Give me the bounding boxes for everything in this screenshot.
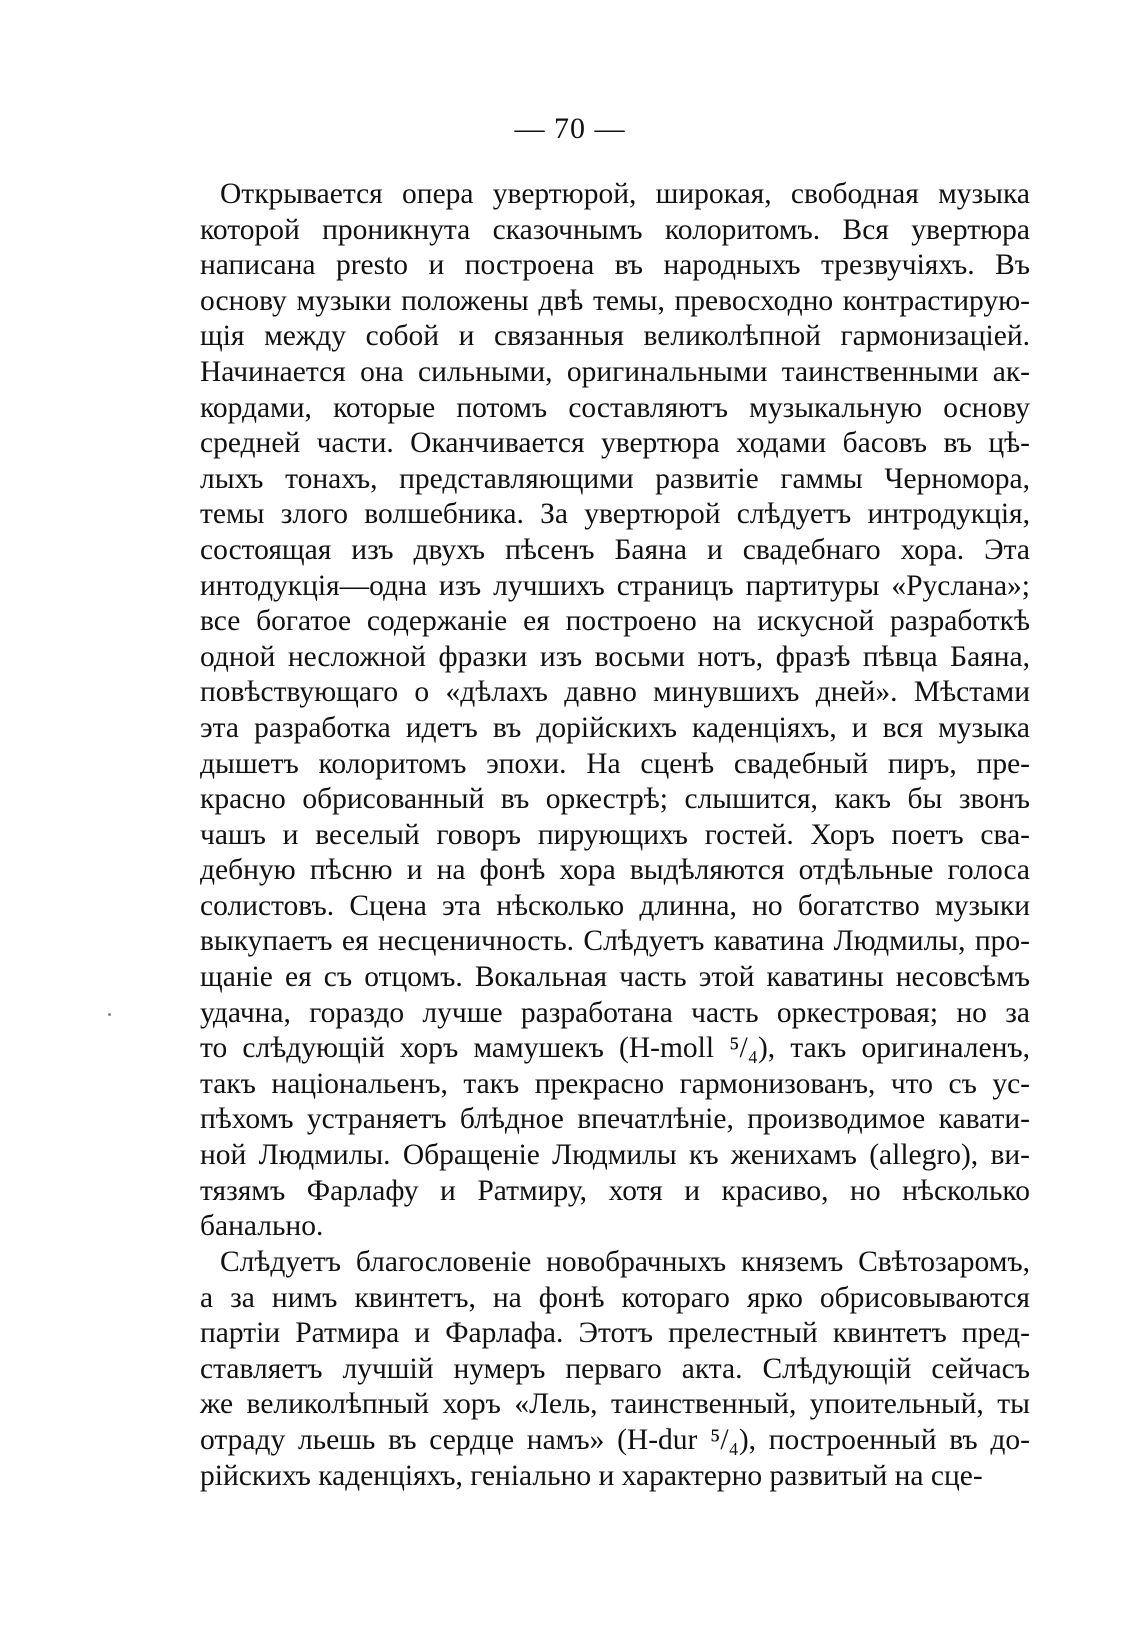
text-line: эта разработка идетъ въ дорійскихъ каденціяхъ, и вся музыка [200,711,1030,744]
text-line: которой проникнута сказочнымъ колоритомъ. Вся увертюра [200,213,1030,246]
text-line: написана presto и построена въ народныхъ трезвучіяхъ. Въ [200,249,1030,282]
text-line: лыхъ тонахъ, представляющими развитіе гаммы Черномора, [200,462,1030,495]
paragraph-1 [200,177,1030,1245]
text-line: солистовъ. Сцена эта нѣсколько длинна, но богатство музыки [200,889,1030,922]
text-line: рійскихъ каденціяхъ, геніально и характерно развитый на сце- [200,1459,983,1492]
text-line: темы злого волшебника. За увертюрой слѣдуетъ интродукція, [200,498,1030,531]
text-line: одной несложной фразки изъ восьми нотъ, фразѣ пѣвца Баяна, [200,640,1030,673]
text-line: удачна, гораздо лучше разработана часть оркестровая; но за [200,996,1030,1029]
margin-speck [108,1013,111,1016]
text-line: же великолѣпный хоръ «Лель, таинственный, упоительный, ты [200,1388,1030,1421]
text-line: ной Людмилы. Обращеніе Людмилы къ женихамъ (allegro), ви- [200,1139,1030,1172]
text-line: Открывается опера увертюрой, широкая, свободная музыка [220,178,1030,210]
text-line: кордами, которые потомъ составляютъ музыкальную основу [200,391,1030,424]
text-line: щаніе ея съ отцомъ. Вокальная часть этой каватины несовсѣмъ [200,961,1030,994]
text-line: красно обрисованный въ оркестрѣ; слышится, какъ бы звонъ [200,783,1030,816]
text-line: а за нимъ квинтетъ, на фонѣ котораго ярко обрисовываются [200,1281,1030,1314]
text-line: Начинается она сильными, оригинальными таинственными ак- [200,355,1030,388]
text-line: партіи Ратмира и Фарлафа. Этотъ прелестный квинтетъ пред- [200,1317,1030,1350]
text-line: интодукція—одна изъ лучшихъ страницъ партитуры «Руслана»; [200,569,1030,602]
text-line: все богатое содержаніе ея построено на искусной разработкѣ [200,605,1030,638]
text-line: выкупаетъ ея несценичность. Слѣдуетъ каватина Людмилы, про- [200,925,1030,958]
text-line: пѣхомъ устраняетъ блѣдное впечатлѣніе, производимое кавати- [200,1103,1030,1136]
text-line: состоящая изъ двухъ пѣсенъ Баяна и свадебнаго хора. Эта [200,533,1030,566]
text-line: такъ національенъ, такъ прекрасно гармонизованъ, что съ ус- [200,1067,1030,1100]
text-line: средней части. Оканчивается увертюра ходами басовъ въ цѣ- [200,427,1030,460]
text-line: отраду льешь въ сердце намъ» (H-dur ⁵/₄), построенный въ до- [200,1423,1030,1456]
page-number: — 70 — [514,112,626,145]
text-line: ставляетъ лучшій нумеръ перваго акта. Слѣдующій сейчасъ [200,1352,1030,1385]
text-line: банально. [200,1210,324,1243]
text-line: дебную пѣсню и на фонѣ хора выдѣляются отдѣльные голоса [200,854,1030,887]
paragraph-2 [200,1245,1030,1494]
text-line: повѣствующаго о «дѣлахъ давно минувшихъ дней». Мѣстами [200,676,1030,709]
text-line: Слѣдуетъ благословеніе новобрачныхъ княземъ Свѣтозаромъ, [220,1246,1030,1278]
text-line: дышетъ колоритомъ эпохи. На сценѣ свадебный пиръ, пре- [200,747,1030,780]
text-line: тязямъ Фарлафу и Ратмиру, хотя и красиво, но нѣсколько [200,1174,1030,1207]
text-line: чашъ и веселый говоръ пирующихъ гостей. Хоръ поетъ сва- [200,818,1030,851]
text-line: то слѣдующій хоръ мамушекъ (H-moll ⁵/₄), такъ оригиналенъ, [200,1032,1030,1065]
text-line: основу музыки положены двѣ темы, превосходно контрастирую- [200,284,1030,317]
text-line: щія между собой и связанныя великолѣпной гармонизацiей. [200,320,1030,353]
